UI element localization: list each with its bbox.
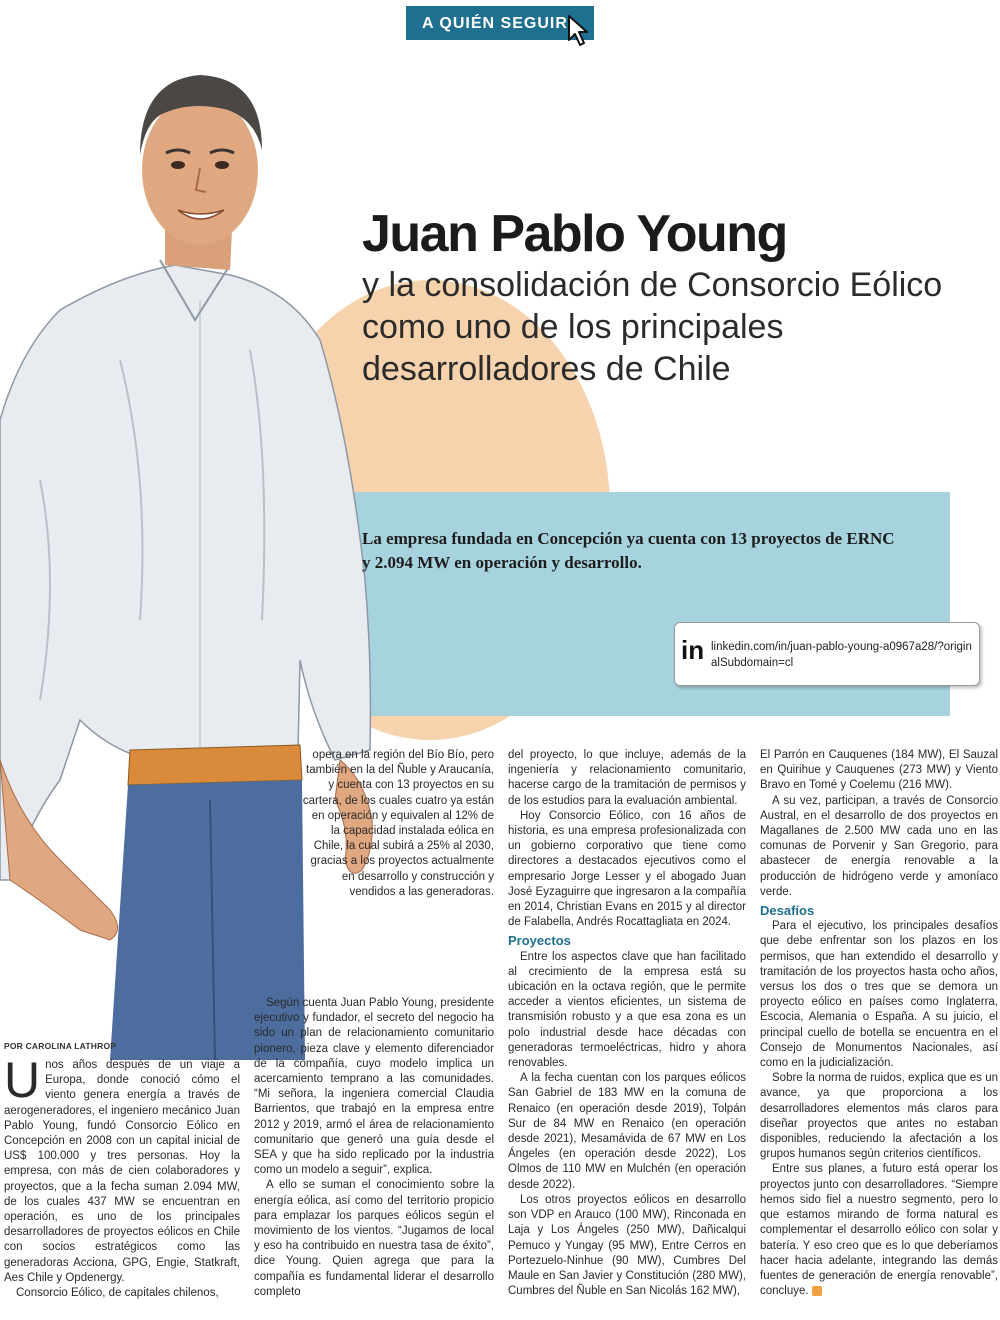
cursor-icon xyxy=(566,14,592,48)
paragraph: Unos años después de un viaje a Europa, donde conoció cómo el viento genera energía a través de aerogeneradores, el ingeniero mecánico Juan Pablo Young, fundó Consorcio Eólico en Concepción en 2008 con un capital inicial de US$ 100.000 y tres personas. Hoy la empresa, con más de cien colaboradores y proyectos, que a la fecha suman 2.094 MW, de los cuales 437 MW se encuentran en operación, es uno de los principales desarrolladores de proyectos eólicos en Chile con socios estratégicos como las generadoras Acciona, GPG, Engie, Statkraft, Aes Chile y Opdenergy. xyxy=(4,1052,240,1284)
article-column-4 xyxy=(760,748,998,1299)
deck-summary: La empresa fundada en Concepción ya cuenta con 13 proyectos de ERNC y 2.094 MW en operación y desarrollo. xyxy=(362,529,895,572)
paragraph: Entre sus planes, a futuro está operar los proyectos junto con desarrolladores. “Siempre hemos sido fiel a nuestro segmento, pero lo que estamos mirando de forma natural es complementar el desarrollo eólico con solar y batería. Y eso creo que es lo que deberíamos hacer hacia adelante, integrando las demás fuentes de generación de energía renovable”, concluye. xyxy=(760,1163,998,1298)
linkedin-url[interactable]: linkedin.com/in/juan-pablo-young-a0967a28/?originalSubdomain=cl xyxy=(711,641,972,669)
section-tag: A QUIÉN SEGUIR xyxy=(406,6,594,40)
paragraph: A ello se suman el conocimiento sobre la energía eólica, así como del territorio propicio para emplazar los parques eólicos según el movimiento de los vientos. “Jugamos de local y eso ha contribuido en nuestra tasa de éxito”, dice Young. Quien agrega que para la compañía es fundamental liderar el desarrollo completo xyxy=(254,1179,494,1298)
subheading-desafios: Desafíos xyxy=(760,903,815,919)
paragraph: Los otros proyectos eólicos en desarrollo son VDP en Arauco (100 MW), Rinconada en Laja y Los Ángeles (250 MW), Dañicalqui Pemuco y Yungay (95 MW), Entre Cerros en Portezuelo-Ninhue (90 MW), Cumbres Del Maule en San Javier y Constitución (280 MW), Cumbres del Ñuble en San Nicolás 162 MW), xyxy=(508,1193,746,1298)
subheading-proyectos: Proyectos xyxy=(508,933,571,949)
paragraph: A su vez, participan, a través de Consorcio Austral, en el desarrollo de dos proyectos en Magallanes de 2.500 MW cada uno en las comunas de Porvenir y San Gregorio, para abastecer de energía renovable a la producción de hidrógeno verde y amoníaco verde. xyxy=(760,794,998,898)
end-mark-icon xyxy=(812,1286,822,1296)
drop-cap: U xyxy=(4,1052,41,1108)
paragraph: Consorcio Eólico, de capitales chilenos, xyxy=(16,1287,219,1300)
article-column-1 xyxy=(4,1052,240,1301)
paragraph: Entre los aspectos clave que han facilitado al crecimiento de la empresa está su ubicación en la octava región, que le permite acceder a vientos eficientes, un sistema de transmisión robusto y a que esa zona es un polo industrial desde hace décadas con generadoras termoeléctricas, hidro y ahora renovables. xyxy=(508,950,746,1070)
paragraph: El Parrón en Cauquenes (184 MW), El Sauzal en Quirihue y Cauquenes (273 MW) y Viento Bravo en Tomé y Coelemu (216 MW). xyxy=(760,749,998,792)
linkedin-icon: in xyxy=(681,635,705,665)
headline: Juan Pablo Young xyxy=(362,205,787,263)
paragraph: Según cuenta Juan Pablo Young, presidente ejecutivo y fundador, el secreto del negocio ha sido un plan de relacionamiento comunitario pionero, pieza clave y elemento diferenciador de la compañía, cuyo modelo implica un acercamiento temprano a las comunidades. “Mi señora, la ingeniera comercial Claudia Barrientos, que trabajó en la empresa entre 2012 y 2019, armó el área de relacionamiento comunitario que generó una guía desde el SEA y que ha sido replicado por la industria como un modelo a seguir”, explica. xyxy=(254,997,494,1177)
paragraph: del proyecto, lo que incluye, además de la ingeniería y relacionamiento comunitario, hacerse cargo de la tramitación de permisos y de los estudios para la evaluación ambiental. xyxy=(508,749,746,807)
paragraph: A la fecha cuentan con los parques eólicos San Gabriel de 183 MW en la comuna de Renaico (en operación desde 2019), Tolpán Sur de 84 MW en Renaico (en operación desde 2021), Mesamávida de 67 MW en Los Ángeles (en operación desde 2022), Los Olmos de 110 MW en Mulchén (en operación desde 2022). xyxy=(508,1072,746,1191)
linkedin-link[interactable] xyxy=(674,622,980,686)
article-column-2 xyxy=(254,996,494,1300)
paragraph: Para el ejecutivo, los principales desafíos que debe enfrentar son los plazos en los permisos, que han extendido el desarrollo y tramitación de los proyectos hasta ocho años, versus los dos o tres que se demora un proyecto eólico en países como Inglaterra, Escocia, Alemania o España. A su juicio, el principal cuello de botella se encuentra en el Consejo de Monumentos Nacionales, así como en la judicialización. xyxy=(760,920,998,1070)
subheadline: y la consolidación de Consorcio Eólico como uno de los principales desarrolladores de Chile xyxy=(362,266,943,388)
portrait-photo xyxy=(0,60,420,1060)
paragraph: Sobre la norma de ruidos, explica que es un avance, ya que proporciona a los desarrolladores elementos más claros para diseñar proyectos que antes no estaban disponibles, reduciendo la afectación a los grupos humanos según criterios científicos. xyxy=(760,1072,998,1161)
byline: POR CAROLINA LATHROP xyxy=(4,1041,117,1051)
article-column-2-wrap xyxy=(300,748,494,900)
article-column-3 xyxy=(508,748,746,1299)
paragraph: Hoy Consorcio Eólico, con 16 años de historia, es una empresa profesionalizada con un gobierno corporativo que tiene como directores a destacados ejecutivos como el empresario Jorge Lesser y el abogado Juan José Eyzaguirre que ingresaron a la compañía en 2014, Christian Evans en 2015 y al director de Falabella, Andrés Rocattagliata en 2024. xyxy=(508,809,746,929)
paragraph: opera en la región del Bío Bío, pero también en la del Ñuble y Araucanía, y cuenta con 13 proyectos en su cartera, de los cuales cuatro ya están en operación y equivalen al 12% de la capacidad instalada eólica en Chile, la cual subirá a 25% al 2030, gracias a los proyectos actualmente en desarrollo y construcción y vendidos a las generadoras. xyxy=(302,749,494,898)
